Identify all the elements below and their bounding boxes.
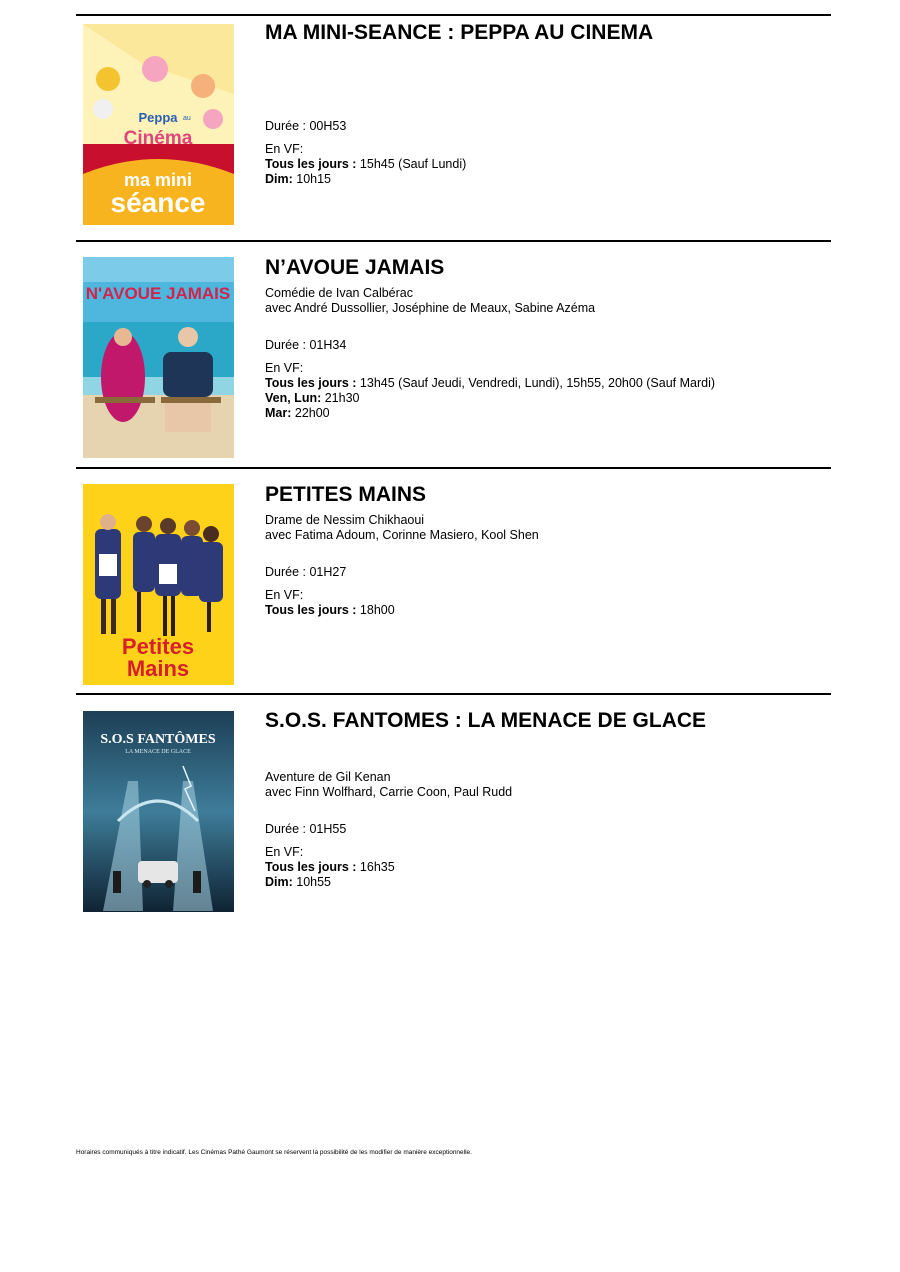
schedule-label: Tous les jours : <box>265 157 357 171</box>
film-version: En VF: <box>265 361 304 375</box>
film-entry <box>76 240 831 420</box>
film-poster[interactable] <box>83 257 234 458</box>
schedule-label: Dim: <box>265 172 293 186</box>
schedule-label: Ven, Lun: <box>265 391 322 405</box>
film-cast: avec Fatima Adoum, Corinne Masiero, Kool Shen <box>265 528 539 542</box>
schedule-value: 22h00 <box>291 406 330 420</box>
schedule-row <box>265 391 715 406</box>
film-duration: Durée : 01H34 <box>265 338 347 352</box>
schedule-label: Tous les jours : <box>265 860 357 874</box>
film-cast: avec Finn Wolfhard, Carrie Coon, Paul Rudd <box>265 785 513 799</box>
film-version: En VF: <box>265 142 304 156</box>
schedule-value: 21h30 <box>321 391 360 405</box>
poster-line1: Peppa <box>138 110 178 125</box>
showtimes <box>265 845 395 890</box>
schedule-label: Mar: <box>265 406 292 420</box>
poster-image <box>83 711 234 912</box>
schedule-row <box>265 172 466 187</box>
poster-line1: N'AVOUE JAMAIS <box>85 284 231 303</box>
poster-line2: au <box>183 115 191 122</box>
schedule-row <box>265 157 466 172</box>
film-version: En VF: <box>265 588 304 602</box>
showtimes <box>265 588 395 618</box>
schedule-value: 16h35 <box>356 860 395 874</box>
film-genre: Aventure de Gil Kenan <box>265 770 391 784</box>
film-info <box>265 709 825 889</box>
schedule-value: 10h15 <box>292 172 332 186</box>
schedule-value: 15h45 (Sauf Lundi) <box>356 157 467 171</box>
schedule-label: Tous les jours : <box>265 603 357 617</box>
film-entry <box>76 14 831 218</box>
film-title: N’AVOUE JAMAIS <box>265 256 445 279</box>
schedule-row <box>265 875 395 890</box>
film-entry <box>76 467 831 681</box>
poster-line1: Petites <box>121 634 195 659</box>
poster-line2: Mains <box>126 656 190 681</box>
film-duration: Durée : 00H53 <box>265 119 347 133</box>
poster-line2: LA MENACE DE GLACE <box>125 749 191 755</box>
film-entry <box>76 693 831 889</box>
schedule-row <box>265 376 715 391</box>
film-genre: Comédie de Ivan Calbérac <box>265 286 413 300</box>
showtimes <box>265 361 715 421</box>
schedule-value: 13h45 (Sauf Jeudi, Vendredi, Lundi), 15h55, 20h00 (Sauf Mardi) <box>356 376 716 390</box>
showtimes <box>265 142 466 187</box>
film-version: En VF: <box>265 845 304 859</box>
poster-line5: séance <box>110 187 206 218</box>
film-cast: avec André Dussollier, Joséphine de Meaux, Sabine Azéma <box>265 301 596 315</box>
film-poster[interactable] <box>83 24 234 225</box>
schedule-value: 10h55 <box>292 875 332 889</box>
schedule-value: 18h00 <box>356 603 395 617</box>
film-info <box>265 483 825 617</box>
poster-image <box>83 484 234 685</box>
film-poster[interactable] <box>83 484 234 685</box>
film-info <box>265 21 825 186</box>
film-title: MA MINI-SEANCE : PEPPA AU CINEMA <box>265 21 654 44</box>
film-duration: Durée : 01H55 <box>265 822 347 836</box>
poster-line1: S.O.S FANTÔMES <box>100 732 216 747</box>
film-poster[interactable] <box>83 711 234 912</box>
schedule-label: Dim: <box>265 875 293 889</box>
schedule-row <box>265 860 395 875</box>
schedule-label: Tous les jours : <box>265 376 357 390</box>
poster-line4: ma mini <box>123 170 193 190</box>
film-title: PETITES MAINS <box>265 483 427 506</box>
film-genre: Drame de Nessim Chikhaoui <box>265 513 425 527</box>
footer-disclaimer: Horaires communiqués à titre indicatif. Les Cinémas Pathé Gaumont se réservent la possibilité de les modifier de manière exceptionnelle. <box>76 1149 472 1156</box>
film-title: S.O.S. FANTOMES : LA MENACE DE GLACE <box>265 709 707 732</box>
film-info <box>265 256 825 420</box>
film-duration: Durée : 01H27 <box>265 565 347 579</box>
schedule-row <box>265 603 395 618</box>
poster-line3: Cinéma <box>123 128 193 149</box>
poster-image <box>83 257 234 458</box>
poster-image <box>83 24 234 225</box>
schedule-row <box>265 406 715 421</box>
